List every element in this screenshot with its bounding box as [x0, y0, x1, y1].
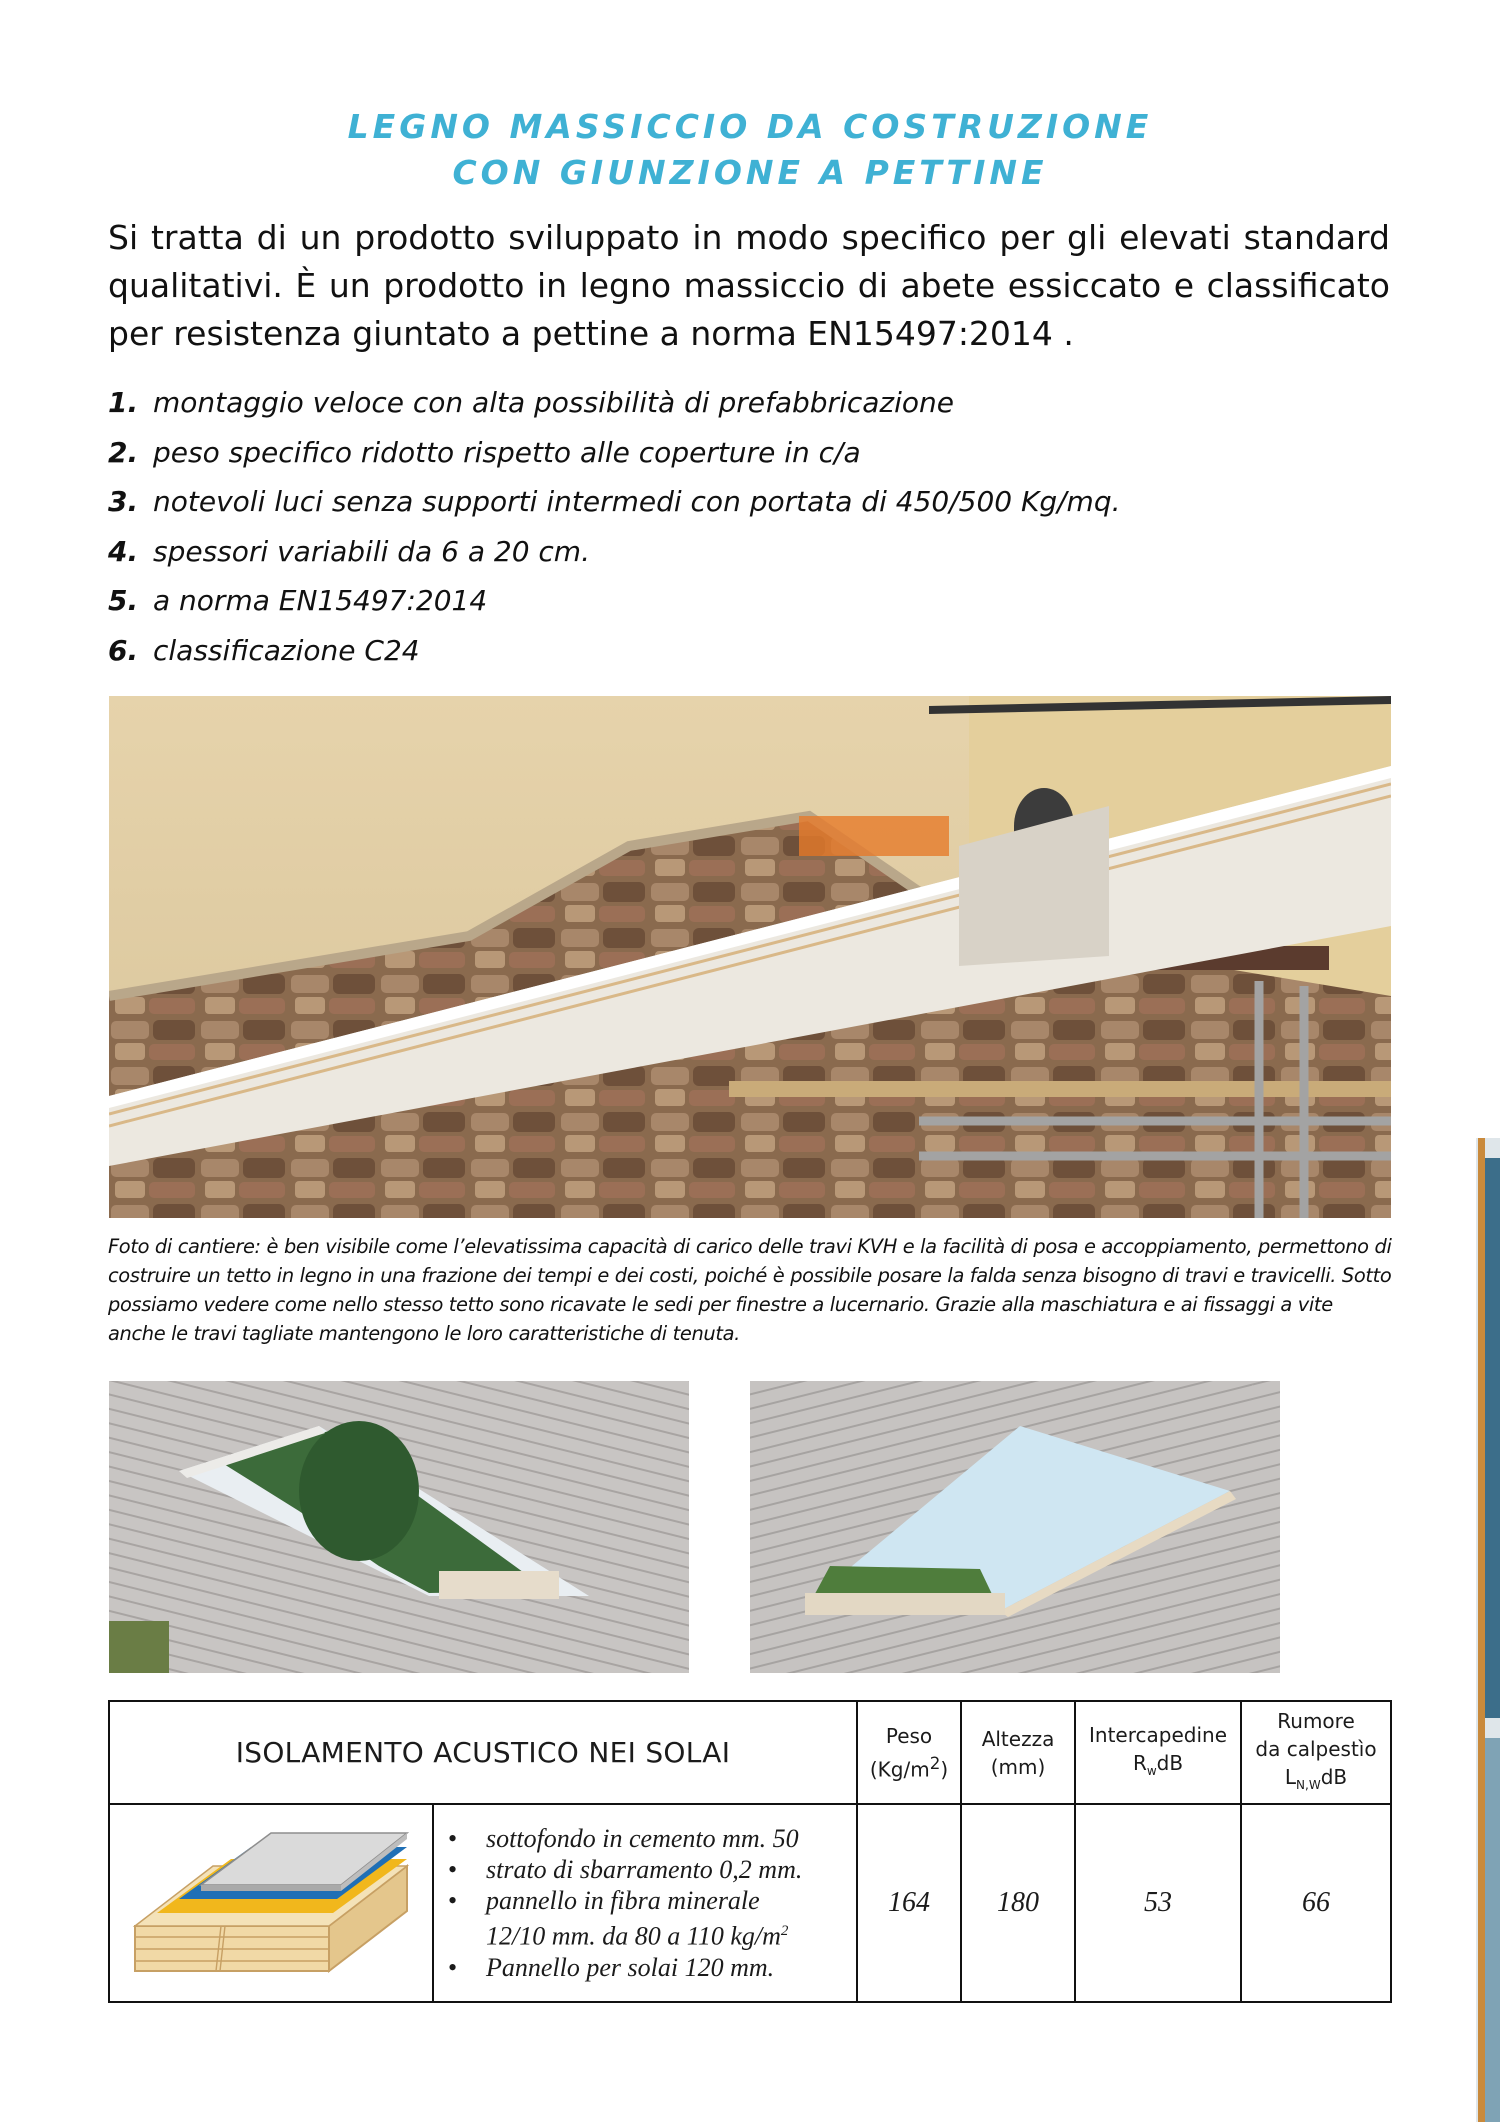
intro-paragraph: Si tratta di un prodotto sviluppato in modo specifico per gli elevati standard qualitativi. È un prodotto in legno massiccio di abete essiccato e classificato per resistenza giuntato a pettine a norma EN15497:2014 . [108, 218, 1390, 353]
value-intercapedine: 53 [1075, 1804, 1241, 2002]
feature-text: spessori variabili da 6 a 20 cm. [153, 534, 590, 568]
header-rumore-unit: $L_{N,W}dB$ [1284, 1764, 1348, 1792]
feature-text: a norma EN15497:2014 [153, 584, 488, 617]
feature-number: 2. [108, 435, 139, 469]
feature-item [108, 378, 1121, 428]
page-title-line-1: LEGNO MASSICCIO DA COSTRUZIONE [347, 107, 1153, 146]
feature-text: notevoli luci senza supporti intermedi con portata di 450/500 Kg/mq. [153, 485, 1121, 518]
header-peso-label: Peso [885, 1723, 933, 1748]
header-altezza-unit: (mm) [990, 1754, 1046, 1779]
skylight-photo-right [750, 1381, 1280, 1673]
feature-text: montaggio veloce con alta possibilità di prefabbricazione [153, 386, 954, 419]
value-peso: 164 [857, 1804, 961, 2002]
layer-item: • Pannello per solai 120 mm. [448, 1952, 856, 1983]
floor-layers-illustration [109, 1804, 433, 2002]
feature-number: 1. [108, 386, 139, 419]
feature-text: peso specifico ridotto rispetto alle coperture in c/a [153, 435, 861, 469]
header-rumore [1241, 1701, 1391, 1804]
value-altezza: 180 [961, 1804, 1075, 2002]
feature-item [108, 626, 1121, 676]
feature-item [108, 477, 1121, 527]
layer-item: • sottofondo in cemento mm. 50 [448, 1823, 856, 1854]
feature-number: 6. [108, 633, 139, 667]
header-altezza [961, 1701, 1075, 1804]
header-peso-unit: $(Kg/m^2)$ [869, 1753, 949, 1782]
acoustic-insulation-table [108, 1700, 1392, 2003]
page-title [0, 104, 1500, 196]
header-peso [857, 1701, 961, 1804]
photo-caption: Foto di cantiere: è ben visibile come l’elevatissima capacità di carico delle travi KVH e la facilità di posa e accoppiamento, permettono di costruire un tetto in legno in una frazione dei tempi e dei costi, poiché è possibile posare la falda senza bisogno di travi e travicelli. Sotto possiamo vedere come nello stesso tetto sono ricavate le sedi per finestre a lucernario. Grazie alla maschiatura e ai fissaggi a vite anche le travi tagliate mantengono le loro caratteristiche di tenuta. [108, 1235, 1392, 1345]
page-title-line-2: CON GIUNZIONE A PETTINE [452, 153, 1048, 192]
floor-layers-list [434, 1823, 856, 1983]
table-title: ISOLAMENTO ACUSTICO NEI SOLAI [109, 1701, 857, 1804]
header-intercapedine-unit: $R_wdB$ [1132, 1750, 1184, 1778]
layer-item: • strato di sbarramento 0,2 mm. [448, 1854, 856, 1885]
feature-item [108, 576, 1121, 626]
header-intercapedine-label: Intercapedine [1089, 1722, 1228, 1747]
feature-number: 5. [108, 584, 139, 617]
value-rumore: 66 [1241, 1804, 1391, 2002]
page-edge-strip [1476, 1138, 1500, 2122]
skylight-photo-left [109, 1381, 689, 1673]
header-altezza-label: Altezza [981, 1726, 1055, 1751]
construction-site-photo [109, 696, 1391, 1218]
feature-item [108, 527, 1121, 577]
feature-number: 3. [108, 485, 139, 518]
feature-list [108, 378, 1121, 675]
header-intercapedine [1075, 1701, 1241, 1804]
layer-item: • pannello in fibra minerale 12/10 mm. da 80 a 110 $kg/m^2$ [448, 1885, 856, 1952]
header-rumore-label-2: da calpestìo [1255, 1736, 1377, 1761]
feature-text: classificazione C24 [153, 633, 420, 667]
feature-number: 4. [108, 534, 139, 568]
feature-item [108, 428, 1121, 478]
floor-layers-cell [433, 1804, 857, 2002]
header-rumore-label: Rumore [1277, 1708, 1355, 1733]
